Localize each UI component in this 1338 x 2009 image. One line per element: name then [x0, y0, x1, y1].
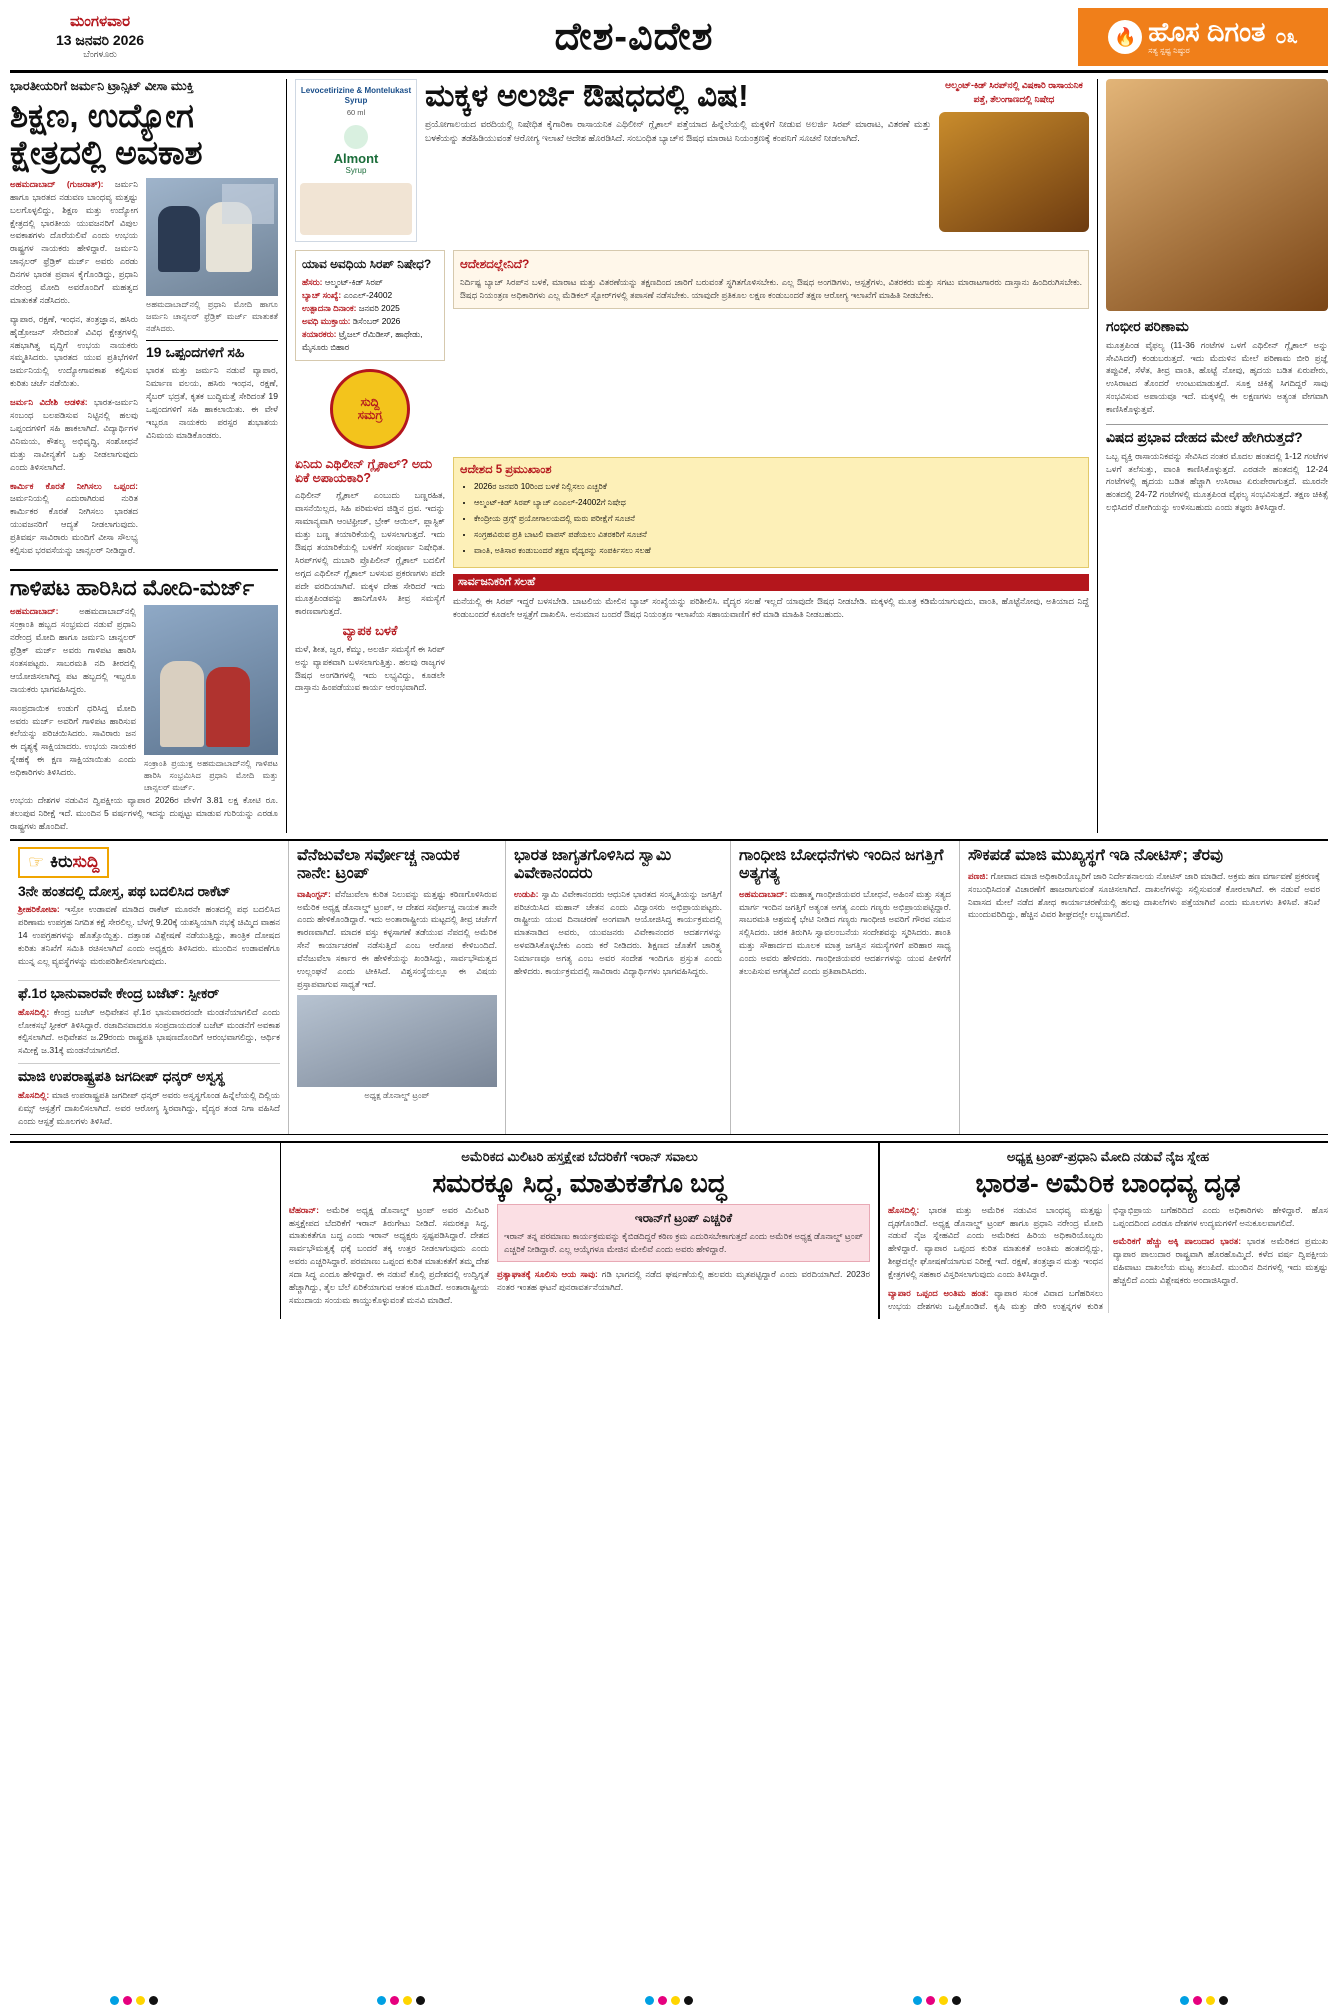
iran-box-text: ಇರಾನ್ ತನ್ನ ಪರಮಾಣು ಕಾರ್ಯಕ್ರಮವನ್ನು ಕೈಬಿಡದಿದ್ದರೆ ಕಠಿಣ ಕ್ರಮ ಎದುರಿಸಬೇಕಾಗುತ್ತದೆ ಎಂದು ಅಮೆರಿಕ ಅಧ್ಯಕ್ಷ ಡೊನಾಲ್ಡ್ ಟ್ರಂಪ್ ಎಚ್ಚರಿಕೆ ನೀಡಿದ್ದಾರೆ. ಎಲ್ಲ ಆಯ್ಕೆಗಳೂ ಮೇಜಿನ ಮೇಲಿವೆ ಎಂದು ಅವರು ಹೇಳಿದ್ದಾರೆ. [504, 1230, 863, 1254]
masthead [10, 8, 1328, 73]
row-label-exp: ಅವಧಿ ಮುಕ್ತಾಯ: [302, 316, 351, 327]
iran-warning-box [497, 1204, 870, 1263]
band-story-ed-notice [960, 841, 1328, 1134]
lead-story-column [10, 79, 287, 833]
medicine-feature [287, 79, 1097, 833]
iran-dateline: ಟೆಹರಾನ್: [289, 1204, 319, 1215]
medicine-intro: ಪ್ರಯೋಗಾಲಯದ ವರದಿಯಲ್ಲಿ ನಿಷೇಧಿತ ಕೈಗಾರಿಕಾ ರಾಸಾಯನಿಕ ಎಥಿಲೀನ್ ಗ್ಲೈಕಾಲ್ ಪತ್ತೆಯಾದ ಹಿನ್ನೆಲೆಯಲ್ಲಿ ಮಕ್ಕಳಿಗೆ ನೀಡುವ ಅಲರ್ಜಿ ಸಿರಪ್ ಮಾರಾಟ, ವಿತರಣೆ ಮತ್ತು ಬಳಕೆಯನ್ನು ತಡೆಹಿಡಿಯುವಂತೆ ಆರೋಗ್ಯ ಇಲಾಖೆ ಆದೇಶ ಹೊರಡಿಸಿದೆ. ಸಂಬಂಧಿತ ಬ್ಯಾಚ್‌ನ ಔಷಧ ಮಾರಾಟ ನಿಯಂತ್ರಣಕ್ಕೆ ಕಂಪನಿಗೆ ಸೂಚನೆ ನೀಡಲಾಗಿದೆ. [425, 119, 931, 143]
india-us-dateline: ಹೊಸದಿಲ್ಲಿ: [888, 1204, 920, 1215]
product-pack-image [295, 79, 417, 242]
india-us-sub2-head: ಅಮೆರಿಕಗೆ ಹೆಚ್ಚು ಅಕ್ಕಿ ಪಾಲುದಾರ ಭಾರತ: [1113, 1236, 1242, 1247]
modi-merz-photo-caption: ಸಂಕ್ರಾಂತಿ ಪ್ರಯುಕ್ತ ಅಹಮದಾಬಾದ್‌ನಲ್ಲಿ ಗಾಳಿಪಟ ಹಾರಿಸಿ ಸಂಭ್ರಮಿಸಿದ ಪ್ರಧಾನಿ ಮೋದಿ ಮತ್ತು ಚಾನ್ಸಲರ್ ಮರ್ಜ್. [144, 759, 278, 793]
kiru-item-head: 3ನೇ ಹಂತದಲ್ಲಿ ದೋಸ್ತ, ಪಥ ಬದಲಿಸಿದ ರಾಕೆಟ್ [18, 882, 231, 899]
kiru-badge-text: ಕಿರು [50, 852, 73, 872]
serious-effects-block [1106, 319, 1328, 416]
medicine-headline: ಮಕ್ಕಳ ಅಲರ್ಜಿ ಔಷಧದಲ್ಲಿ ವಿಷ! [425, 78, 749, 113]
five-point-item: • ಕೇಂದ್ರೀಯ ಡ್ರಗ್ಸ್ ಪ್ರಯೋಗಾಲಯದಲ್ಲಿ ಮರು ಪರೀಕ್ಷೆಗೆ ಸೂಚನೆ [474, 513, 1082, 525]
wide-use-head: ವ್ಯಾಪಕ ಬಳಕೆ [342, 623, 398, 639]
five-point-item: • ಸಂಗ್ರಹವಿರುವ ಪ್ರತಿ ಬಾಟಲಿ ವಾಪಸ್ ಪಡೆಯಲು ವಿತರಕರಿಗೆ ಸೂಚನೆ [474, 529, 1082, 541]
syrup-bottle-photo [939, 112, 1089, 232]
row-label-batch: ಬ್ಯಾಚ್ ಸಂಖ್ಯೆ: [302, 290, 342, 301]
eg-head: ಏನಿದು ಎಥಿಲೀನ್ ಗ್ಲೈಕಾಲ್? ಅದು ಏಕೆ ಅಪಾಯಕಾರಿ? [295, 457, 433, 486]
hand-pointer-icon: ☞ [28, 851, 45, 872]
baby-photo [300, 183, 412, 235]
band-head: ಸೌಕಪಡೆ ಮಾಜಿ ಮುಖ್ಯಸ್ಥಗೆ ಇಡಿ ನೋಟಿಸ್; ತೆರವು [968, 846, 1224, 864]
lead-sub1-head: ಜರ್ಮನಿ ವಿದೇಶಿ ಆಡಳಿತ: [10, 397, 88, 408]
lead-para-2: ವ್ಯಾಪಾರ, ರಕ್ಷಣೆ, ಇಂಧನ, ತಂತ್ರಜ್ಞಾನ, ಹಸಿರು ಹೈಡ್ರೋಜನ್ ಸೇರಿದಂತೆ ವಿವಿಧ ಕ್ಷೇತ್ರಗಳಲ್ಲಿ ಸಹಭಾಗಿತ್ವ ವೃದ್ಧಿಗೆ ಉಭಯ ನಾಯಕರು ಸಮ್ಮತಿಸಿದರು. ಭಾರತದ ಯುವ ಪ್ರತಿಭೆಗಳಿಗೆ ಜರ್ಮನಿಯಲ್ಲಿ ಉದ್ಯೋಗಾವಕಾಶ ಕಲ್ಪಿಸುವ ಕುರಿತು ಚರ್ಚೆ ನಡೆಯಿತು. [10, 313, 138, 389]
kiru-sudhi-badge [18, 847, 109, 878]
india-us-body: ಭಾರತ ಮತ್ತು ಅಮೆರಿಕ ನಡುವಿನ ಬಾಂಧವ್ಯ ಮತ್ತಷ್ಟು ದೃಢಗೊಂಡಿದೆ. ಅಧ್ಯಕ್ಷ ಡೊನಾಲ್ಡ್ ಟ್ರಂಪ್ ಹಾಗೂ ಪ್ರಧಾನಿ ನರೇಂದ್ರ ಮೋದಿ ನಡುವೆ ನೈಜ ಸ್ನೇಹವಿದೆ ಎಂದು ಅಮೆರಿಕದ ಹಿರಿಯ ಅಧಿಕಾರಿಯೊಬ್ಬರು ಹೇಳಿದ್ದಾರೆ. ವ್ಯಾಪಾರ ಒಪ್ಪಂದ ಕುರಿತ ಮಾತುಕತೆ ಅಂತಿಮ ಹಂತದಲ್ಲಿದ್ದು, ಶೀಘ್ರದಲ್ಲೇ ಘೋಷಣೆಯಾಗುವ ನಿರೀಕ್ಷೆ ಇದೆ. ರಕ್ಷಣೆ, ತಂತ್ರಜ್ಞಾನ ಮತ್ತು ಇಂಧನ ಕ್ಷೇತ್ರಗಳಲ್ಲಿ ಸಹಕಾರ ವಿಸ್ತರಿಸಲಾಗುವುದು ಎಂದು ತಿಳಿಸಿದ್ದಾರೆ. [888, 1204, 1103, 1280]
five-points-box [453, 457, 1089, 567]
kiru-item [18, 980, 280, 1057]
medicine-top-note: ಆಲ್ಮಂಟ್-ಕಿಡ್ ಸಿರಪ್‌ನಲ್ಲಿ ವಿಷಕಾರಿ ರಾಸಾಯನಿಕ ಪತ್ತೆ, ತೆಲಂಗಾಣದಲ್ಲಿ ನಿಷೇಧ [945, 80, 1083, 104]
masthead-date-block [10, 8, 190, 66]
five-point-item: • ವಾಂತಿ, ಅತಿಸಾರ ಕಂಡುಬಂದರೆ ತಕ್ಷಣ ವೈದ್ಯರನ್ನು ಸಂಪರ್ಕಿಸಲು ಸಲಹೆ [474, 545, 1082, 557]
five-point-item: • 2026ರ ಜನವರಿ 10ರಿಂದ ಬಳಕೆ ನಿಲ್ಲಿಸಲು ಎಚ್ಚರಿಕೆ [474, 481, 1082, 493]
row-label-name: ಹೆಸರು: [302, 277, 323, 288]
row-value-name: ಆಲ್ಮಂಟ್-ಕಿಡ್ ಸಿರಪ್ [324, 277, 383, 288]
kiru-dateline: ಹೊಸದಿಲ್ಲಿ: [18, 1006, 50, 1017]
india-us-sub2-text: ಭಾರತ ಅಮೆರಿಕದ ಪ್ರಮುಖ ವ್ಯಾಪಾರ ಪಾಲುದಾರ ರಾಷ್ಟ್ರವಾಗಿ ಹೊರಹೊಮ್ಮಿದೆ. ಕಳೆದ ವರ್ಷ ದ್ವಿಪಕ್ಷೀಯ ವಹಿವಾಟು ದಾಖಲೆಯ ಮಟ್ಟ ತಲುಪಿದೆ. ಮುಂದಿನ ದಿನಗಳಲ್ಲಿ ಇದು ಮತ್ತಷ್ಟು ಹೆಚ್ಚಲಿದೆ ಎಂದು ವಿಶ್ಲೇಷಕರು ಅಂದಾಜಿಸಿದ್ದಾರೆ. [1113, 1236, 1328, 1286]
order-text: ನಿರ್ದಿಷ್ಟ ಬ್ಯಾಚ್ ಸಿರಪ್‌ನ ಬಳಕೆ, ಮಾರಾಟ ಮತ್ತು ವಿತರಣೆಯನ್ನು ತಕ್ಷಣದಿಂದ ಜಾರಿಗೆ ಬರುವಂತೆ ಸ್ಥಗಿತಗೊಳಿಸಬೇಕು. ಎಲ್ಲ ಔಷಧ ಅಂಗಡಿಗಳು, ಆಸ್ಪತ್ರೆಗಳು, ವಿತರಕರು ಮತ್ತು ಸಗಟು ಮಾರಾಟಗಾರರು ದಾಸ್ತಾನು ಹಿಂದಿರುಗಿಸಬೇಕು. ಔಷಧ ನಿಯಂತ್ರಣ ಅಧಿಕಾರಿಗಳು ಎಲ್ಲ ಮೆಡಿಕಲ್ ಸ್ಟೋರ್‌ಗಳಲ್ಲಿ ತಪಾಸಣೆ ನಡೆಸಬೇಕು. ಯಾವುದೇ ಪ್ರತಿಕೂಲ ಲಕ್ಷಣ ಕಂಡುಬಂದರೆ ತಕ್ಷಣ ಆರೋಗ್ಯ ಇಲಾಖೆಗೆ ಮಾಹಿತಿ ನೀಡಬೇಕು. [460, 277, 1082, 301]
row-value-mfg: ಜನವರಿ 2025 [358, 303, 400, 314]
lead-kicker: ಭಾರತೀಯರಿಗೆ ಜರ್ಮನಿ ಟ್ರಾನ್ಸಿಟ್ ವೀಸಾ ಮುಕ್ತಿ [10, 79, 194, 93]
lead-para-1: ಜರ್ಮನಿ ಹಾಗೂ ಭಾರತದ ನಡುವಣ ಬಾಂಧವ್ಯ ಮತ್ತಷ್ಟು ಬಲಗೊಳ್ಳಲಿದ್ದು, ಶಿಕ್ಷಣ ಮತ್ತು ಉದ್ಯೋಗ ಕ್ಷೇತ್ರದಲ್ಲಿ ಭಾರತೀಯ ಯುವಜನರಿಗೆ ವಿಪುಲ ಅವಕಾಶಗಳು ದೊರೆಯಲಿವೆ ಎಂದು ಉಭಯ ರಾಷ್ಟ್ರಗಳ ನಾಯಕರು ಹೇಳಿದ್ದಾರೆ. ಜರ್ಮನಿ ಚಾನ್ಸಲರ್ ಫ್ರೆಡ್ರಿಕ್ ಮರ್ಜ್ ಅವರು ಎರಡು ದಿನಗಳ ಭಾರತ ಪ್ರವಾಸ ಕೈಗೊಂಡಿದ್ದು, ಪ್ರಧಾನಿ ನರೇಂದ್ರ ಮೋದಿ ಅವರೊಂದಿಗೆ ಮಹತ್ವದ ಮಾತುಕತೆ ನಡೆಸಿದರು. [10, 178, 138, 305]
band-dateline: ಪಣಜಿ: [968, 870, 989, 881]
masthead-brand-block [1078, 8, 1328, 66]
lead-box-head: 19 ಒಪ್ಪಂದಗಳಿಗೆ ಸಹಿ [146, 343, 245, 360]
modi-merz-para-1: ಅಹಮದಾಬಾದ್‌ನಲ್ಲಿ ಸಂಕ್ರಾಂತಿ ಹಬ್ಬದ ಸಂಭ್ರಮದ ನಡುವೆ ಪ್ರಧಾನಿ ನರೇಂದ್ರ ಮೋದಿ ಹಾಗೂ ಜರ್ಮನಿ ಚಾನ್ಸಲರ್ ಫ್ರೆಡ್ರಿಕ್ ಮರ್ಜ್ ಅವರು ಗಾಳಿಪಟ ಹಾರಿಸಿ ಸಂತಸಪಟ್ಟರು. ಸಾಬರಮತಿ ನದಿ ತೀರದಲ್ಲಿ ಆಯೋಜಿಸಲಾಗಿದ್ದ ಪಟ ಹಬ್ಬದಲ್ಲಿ ಇಬ್ಬರೂ ನಾಯಕರು ಭಾಗವಹಿಸಿದ್ದರು. [10, 606, 136, 694]
trump-photo [297, 995, 497, 1087]
news-stamp [330, 369, 410, 449]
band-text: ವೆನೆಜುವೆಲಾ ಕುರಿತ ನಿಲುವನ್ನು ಮತ್ತಷ್ಟು ಕಠಿಣಗೊಳಿಸಿರುವ ಅಮೆರಿಕ ಅಧ್ಯಕ್ಷ ಡೊನಾಲ್ಡ್ ಟ್ರಂಪ್, ಆ ದೇಶದ ಸರ್ವೋಚ್ಚ ನಾಯಕ ತಾನೇ ಎಂದು ಹೇಳಿಕೊಂಡಿದ್ದಾರೆ. ಇದು ಅಂತಾರಾಷ್ಟ್ರೀಯ ಮಟ್ಟದಲ್ಲಿ ತೀವ್ರ ಚರ್ಚೆಗೆ ಕಾರಣವಾಗಿದೆ. ಮಾದಕ ವಸ್ತು ಕಳ್ಳಸಾಗಣೆ ತಡೆಯುವ ನೆಪದಲ್ಲಿ ಅಮೆರಿಕ ಸೇನೆ ಕಾರ್ಯಾಚರಣೆ ನಡೆಸುತ್ತಿದೆ ಎಂಬ ಆರೋಪ ಕೇಳಿಬಂದಿದೆ. ವೆನೆಜುವೆಲಾ ಸರ್ಕಾರ ಈ ಹೇಳಿಕೆಯನ್ನು ಖಂಡಿಸಿದ್ದು, ಸಾರ್ವಭೌಮತ್ವದ ಉಲ್ಲಂಘನೆ ಎಂದು ಟೀಕಿಸಿದೆ. ವಿಶ್ವಸಂಸ್ಥೆಯಲ್ಲೂ ಈ ವಿಷಯ ಪ್ರಸ್ತಾಪವಾಗುವ ಸಾಧ್ಯತೆ ಇದೆ. [297, 888, 497, 989]
public-advice-head: ಸಾರ್ವಜನಿಕರಿಗೆ ಸಲಹೆ [453, 574, 1089, 591]
band-text: ಗೋವಾದ ಮಾಜಿ ಅಧಿಕಾರಿಯೊಬ್ಬರಿಗೆ ಜಾರಿ ನಿರ್ದೇಶನಾಲಯ ನೋಟಿಸ್ ಜಾರಿ ಮಾಡಿದೆ. ಅಕ್ರಮ ಹಣ ವರ್ಗಾವಣೆ ಪ್ರಕರಣಕ್ಕೆ ಸಂಬಂಧಿಸಿದಂತೆ ವಿಚಾರಣೆಗೆ ಹಾಜರಾಗುವಂತೆ ಸೂಚಿಸಲಾಗಿದೆ. ದಾಖಲೆಗಳನ್ನು ಸಲ್ಲಿಸುವಂತೆ ಕೋರಲಾಗಿದೆ. ಈ ನಡುವೆ ಅವರ ನಿವಾಸದ ಮೇಲೆ ನಡೆದ ಶೋಧ ಕಾರ್ಯಾಚರಣೆಯಲ್ಲಿ ಹಲವು ದಾಖಲೆಗಳು ಪತ್ತೆಯಾಗಿವೆ ಎಂದು ಮೂಲಗಳು ತಿಳಿಸಿವೆ. ತನಿಖೆ ಮುಂದುವರಿದಿದ್ದು, ಹೆಚ್ಚಿನ ವಿವರ ಶೀಘ್ರದಲ್ಲೇ ಲಭ್ಯವಾಗಲಿದೆ. [968, 870, 1320, 920]
band-dateline: ವಾಷಿಂಗ್ಟನ್: [297, 888, 331, 899]
row-label-mfg: ಉತ್ಪಾದನಾ ದಿನಾಂಕ: [302, 303, 357, 314]
registration-marks [0, 1996, 1338, 2005]
band-text: ಮಹಾತ್ಮ ಗಾಂಧೀಜಿಯವರ ಬೋಧನೆ, ಅಹಿಂಸೆ ಮತ್ತು ಸತ್ಯದ ಮಾರ್ಗ ಇಂದಿನ ಜಗತ್ತಿಗೆ ಅತ್ಯಂತ ಅಗತ್ಯ ಎಂದು ಗಣ್ಯರು ಅಭಿಪ್ರಾಯಪಟ್ಟಿದ್ದಾರೆ. ಸಾಬರಮತಿ ಆಶ್ರಮಕ್ಕೆ ಭೇಟಿ ನೀಡಿದ ಗಣ್ಯರು ಗಾಂಧೀಜಿ ಅವರಿಗೆ ಗೌರವ ನಮನ ಸಲ್ಲಿಸಿದರು. ಚರಕ ತಿರುಗಿಸಿ ಸ್ವಾವಲಂಬನೆಯ ಸಂದೇಶವನ್ನು ಸ್ಮರಿಸಿದರು. ಶಾಂತಿ ಮತ್ತು ಸೌಹಾರ್ದದ ಮೂಲಕ ಮಾತ್ರ ಜಗತ್ತಿನ ಸಮಸ್ಯೆಗಳಿಗೆ ಪರಿಹಾರ ಸಾಧ್ಯ ಎಂದು ಅವರು ಹೇಳಿದರು. ಗಾಂಧೀಜಿಯವರ ಆದರ್ಶಗಳನ್ನು ಯುವ ಪೀಳಿಗೆಗೆ ತಲುಪಿಸುವ ಅಗತ್ಯವಿದೆ ಎಂದು ಪ್ರತಿಪಾದಿಸಿದರು. [739, 888, 951, 976]
masthead-city: ಬೆಂಗಳೂರು [83, 48, 117, 59]
syrup-pour-photo [1106, 79, 1328, 311]
kiru-item [18, 884, 280, 974]
band-story-trump [289, 841, 506, 1134]
leaf-icon [344, 125, 368, 149]
impact-head: ವಿಷದ ಪ್ರಭಾವ ದೇಹದ ಮೇಲೆ ಹೇಗಿರುತ್ತದೆ? [1106, 429, 1303, 446]
serious-text: ಮೂತ್ರಪಿಂಡ ವೈಫಲ್ಯ (11-36 ಗಂಟೆಗಳ ಒಳಗೆ ಎಥಿಲೀನ್ ಗ್ಲೈಕಾಲ್ ಅನ್ನು ಸೇವಿಸಿದರೆ) ಕಂಡುಬರುತ್ತದೆ. ಇದು ಮೆದುಳಿನ ಮೇಲೆ ಪರಿಣಾಮ ಬೀರಿ ಪ್ರಜ್ಞೆ ತಪ್ಪುವಿಕೆ, ಸೆಳೆತ, ತೀವ್ರ ವಾಂತಿ, ಹೊಟ್ಟೆ ನೋವು, ಹೃದಯ ಬಡಿತ ಏರುಪೇರು, ಉಸಿರಾಟದ ತೊಂದರೆ ಉಂಟುಮಾಡುತ್ತದೆ. ಸೂಕ್ತ ಚಿಕಿತ್ಸೆ ಸಿಗದಿದ್ದರೆ ಸಾವು ಸಂಭವಿಸುವ ಅಪಾಯವೂ ಇದೆ. ಮಕ್ಕಳಲ್ಲಿ ಈ ಲಕ್ಷಣಗಳು ಅತ್ಯಂತ ವೇಗವಾಗಿ ಕಾಣಿಸಿಕೊಳ್ಳುತ್ತವೆ. [1106, 339, 1328, 415]
lead-sub2-text: ಜರ್ಮನಿಯಲ್ಲಿ ಎದುರಾಗಿರುವ ನುರಿತ ಕಾರ್ಮಿಕರ ಕೊರತೆ ನೀಗಿಸಲು ಭಾರತದ ಯುವಜನರಿಗೆ ಆದ್ಯತೆ ನೀಡಲಾಗುವುದು. ಪ್ರತಿವರ್ಷ ಸಾವಿರಾರು ಮಂದಿಗೆ ವೀಸಾ ಸೌಲಭ್ಯ ಕಲ್ಪಿಸುವ ಭರವಸೆಯನ್ನು ಚಾನ್ಸಲರ್ ನೀಡಿದ್ದಾರೆ. [10, 493, 138, 555]
kiru-dateline: ಶ್ರೀಹರಿಕೋಟಾ: [18, 904, 60, 915]
stamp-line-2: ಸಮಗ್ರ [357, 408, 383, 423]
modi-merz-story [10, 569, 278, 833]
kiru-item-head: ಫೆ.1ರ ಭಾನುವಾರವೇ ಕೇಂದ್ರ ಬಜೆಟ್: ಸ್ಪೀಕರ್ [18, 984, 220, 1001]
iran-foot-text: ಗಡಿ ಭಾಗದಲ್ಲಿ ನಡೆದ ಘರ್ಷಣೆಯಲ್ಲಿ ಹಲವರು ಮೃತಪಟ್ಟಿದ್ದಾರೆ ಎಂದು ವರದಿಯಾಗಿದೆ. 2023ರ ನಂತರ ಇಂತಹ ಘಟನೆ ಪುನರಾವರ್ತನೆಯಾಗಿದೆ. [497, 1269, 870, 1293]
india-us-story [880, 1143, 1328, 1319]
brand-tagline: ಸತ್ಯ ಸ್ಪಷ್ಟ ನಿಷ್ಠುರ [1148, 45, 1190, 55]
india-us-sub1-text: ವ್ಯಾಪಾರ ಸುಂಕ ವಿವಾದ ಬಗೆಹರಿಸಲು ಉಭಯ ದೇಶಗಳು ಒಪ್ಪಿಕೊಂಡಿವೆ. ಕೃಷಿ ಮತ್ತು ಡೇರಿ ಉತ್ಪನ್ನಗಳ ಕುರಿತ ಭಿನ್ನಾಭಿಪ್ರಾಯ ಬಗೆಹರಿದಿದೆ ಎಂದು ಅಧಿಕಾರಿಗಳು ಹೇಳಿದ್ದಾರೆ. ಹೊಸ ಒಪ್ಪಂದದಿಂದ ಎರಡೂ ದೇಶಗಳ ಉದ್ಯಮಗಳಿಗೆ ಅನುಕೂಲವಾಗಲಿದೆ. [888, 1204, 1328, 1311]
wide-use-text: ಮಳೆ, ಶೀತ, ಜ್ವರ, ಕೆಮ್ಮು, ಅಲರ್ಜಿ ಸಮಸ್ಯೆಗೆ ಈ ಸಿರಪ್ ಅನ್ನು ವ್ಯಾಪಕವಾಗಿ ಬಳಸಲಾಗುತ್ತಿತ್ತು. ಹಲವು ರಾಜ್ಯಗಳ ಔಷಧ ಅಂಗಡಿಗಳಲ್ಲಿ ಇದು ಲಭ್ಯವಿದ್ದು, ಕೂಡಲೇ ದಾಸ್ತಾನು ಹಿಂಪಡೆಯುವ ಕಾರ್ಯ ಆರಂಭವಾಗಿದೆ. [295, 643, 445, 693]
lead-photo [146, 178, 278, 296]
band-story-vivekananda [506, 841, 731, 1134]
section-title: ದೇಶ-ವಿದೇಶ [554, 15, 714, 58]
medicine-side-column [1097, 79, 1328, 833]
band-dateline: ಉಡುಪಿ: [514, 888, 539, 899]
band-head: ಭಾರತ ಜಾಗೃತಗೊಳಿಸಿದ ಸ್ವಾಮಿ ವಿವೇಕಾನಂದರು [514, 846, 672, 882]
kiru-badge-em: ಸುದ್ದಿ [72, 852, 100, 872]
iran-kicker: ಅಮೆರಿಕದ ಮಿಲಿಟರಿ ಹಸ್ತಕ್ಷೇಪ ಬೆದರಿಕೆಗೆ ಇರಾನ್ ಸವಾಲು [461, 1148, 698, 1164]
iran-story [281, 1143, 880, 1319]
iran-text: ಅಮೆರಿಕ ಅಧ್ಯಕ್ಷ ಡೊನಾಲ್ಡ್ ಟ್ರಂಪ್ ಅವರ ಮಿಲಿಟರಿ ಹಸ್ತಕ್ಷೇಪದ ಬೆದರಿಕೆಗೆ ಇರಾನ್ ತಿರುಗೇಟು ನೀಡಿದೆ. ಸಮರಕ್ಕೂ ಸಿದ್ಧ, ಮಾತುಕತೆಗೂ ಬದ್ಧ ಎಂದು ಇರಾನ್ ಅಧ್ಯಕ್ಷರು ಸ್ಪಷ್ಟಪಡಿಸಿದ್ದಾರೆ. ದೇಶದ ಸಾರ್ವಭೌಮತ್ವಕ್ಕೆ ಧಕ್ಕೆ ಬಂದರೆ ತಕ್ಕ ಉತ್ತರ ನೀಡಲಾಗುವುದು ಎಂದು ಅವರು ಎಚ್ಚರಿಸಿದ್ದಾರೆ. ಪರಮಾಣು ಒಪ್ಪಂದ ಕುರಿತ ಮಾತುಕತೆಗೆ ತಮ್ಮ ದೇಶ ಸದಾ ಸಿದ್ಧ ಎಂದೂ ಹೇಳಿದ್ದಾರೆ. ಈ ನಡುವೆ ಕೊಲ್ಲಿ ಪ್ರದೇಶದಲ್ಲಿ ಉದ್ವಿಗ್ನತೆ ಹೆಚ್ಚಾಗಿದ್ದು, ತೈಲ ಬೆಲೆ ಏರಿಕೆಯಾಗುವ ಆತಂಕ ಮೂಡಿದೆ. ಅಂತಾರಾಷ್ಟ್ರೀಯ ಸಮುದಾಯ ಸಂಯಮ ಕಾಯ್ದುಕೊಳ್ಳುವಂತೆ ಮನವಿ ಮಾಡಿದೆ. [289, 1204, 489, 1305]
row-value-mfr: ಟ್ರೈಜಲ್ ರೆಮಿಡೀಸ್, ಹಾಥೇಡು, ಮೈಸೂರು ಬಿಹಾರ [302, 329, 423, 353]
india-us-sub1-head: ವ್ಯಾಪಾರ ಒಪ್ಪಂದ ಅಂತಿಮ ಹಂತ: [888, 1287, 989, 1298]
product-brand: Almont [333, 151, 379, 167]
row-label-mfr: ತಯಾರಕರು: [302, 329, 337, 340]
which-batch-box [295, 250, 445, 361]
modi-merz-text [10, 605, 136, 794]
stamp-line-1: ಸುದ್ದಿ [360, 395, 380, 410]
product-brand-sub: Syrup [345, 166, 367, 176]
kiru-item [18, 1063, 280, 1127]
modi-merz-para-2: ಸಾಂಪ್ರದಾಯಿಕ ಉಡುಗೆ ಧರಿಸಿದ್ದ ಮೋದಿ ಅವರು ಮರ್ಜ್ ಅವರಿಗೆ ಗಾಳಿಪಟ ಹಾರಿಸುವ ಕಲೆಯನ್ನು ಪರಿಚಯಿಸಿದರು. ಸಾವಿರಾರು ಜನ ಈ ದೃಶ್ಯಕ್ಕೆ ಸಾಕ್ಷಿಯಾದರು. ಉಭಯ ನಾಯಕರ ಸ್ನೇಹಕ್ಕೆ ಈ ಕ್ಷಣ ಸಾಕ್ಷಿಯಾಯಿತು ಎಂದು ಅಧಿಕಾರಿಗಳು ತಿಳಿಸಿದರು. [10, 702, 136, 778]
which-batch-rows [302, 276, 438, 354]
lead-sub1-text: ಭಾರತ-ಜರ್ಮನಿ ಸಂಬಂಧ ಬಲಪಡಿಸುವ ನಿಟ್ಟಿನಲ್ಲಿ ಹಲವು ಒಪ್ಪಂದಗಳಿಗೆ ಸಹಿ ಹಾಕಲಾಗಿದೆ. ವಿದ್ಯಾರ್ಥಿಗಳ ವಿನಿಮಯ, ಕೌಶಲ್ಯ ಅಭಿವೃದ್ಧಿ, ಸಂಶೋಧನೆ ಮತ್ತು ನಾವೀನ್ಯತೆಗೆ ಒತ್ತು ನೀಡಲಾಗುವುದು ಎಂದು ತಿಳಿಸಲಾಗಿದೆ. [10, 397, 139, 472]
lead-sub2-head: ಕಾರ್ಮಿಕ ಕೊರತೆ ನೀಗಿಸಲು ಒಪ್ಪಂದ: [10, 480, 138, 491]
kiru-sudhi-column [10, 841, 289, 1134]
kiru-item-text: ಕೇಂದ್ರ ಬಜೆಟ್ ಅಧಿವೇಶನ ಫೆ.1ರ ಭಾನುವಾರದಂದೇ ಮಂಡನೆಯಾಗಲಿದೆ ಎಂದು ಲೋಕಸಭೆ ಸ್ಪೀಕರ್ ತಿಳಿಸಿದ್ದಾರೆ. ರಜಾದಿನವಾದರೂ ಸಂಪ್ರದಾಯದಂತೆ ಬಜೆಟ್ ಮಂಡನೆಗೆ ಅವಕಾಶ ಕಲ್ಪಿಸಲಾಗಿದೆ. ಅಧಿವೇಶನ ಜ.29ರಂದು ರಾಷ್ಟ್ರಪತಿ ಭಾಷಣದೊಂದಿಗೆ ಆರಂಭವಾಗಲಿದ್ದು, ಆರ್ಥಿಕ ಸಮೀಕ್ಷೆ ಜ.31ಕ್ಕೆ ಮಂಡನೆಯಾಗಲಿದೆ. [18, 1006, 280, 1056]
trump-photo-caption: ಅಧ್ಯಕ್ಷ ಡೊನಾಲ್ಡ್ ಟ್ರಂಪ್ [364, 1090, 430, 1100]
kiru-item-text: ಮಾಜಿ ಉಪರಾಷ್ಟ್ರಪತಿ ಜಗದೀಪ್ ಧನ್ಕರ್ ಅವರು ಅಸ್ವಸ್ಥಗೊಂಡ ಹಿನ್ನೆಲೆಯಲ್ಲಿ ದಿಲ್ಲಿಯ ಏಮ್ಸ್ ಆಸ್ಪತ್ರೆಗೆ ದಾಖಲಿಸಲಾಗಿದೆ. ಅವರ ಆರೋಗ್ಯ ಸ್ಥಿರವಾಗಿದ್ದು, ವೈದ್ಯರ ತಂಡ ನಿಗಾ ವಹಿಸಿದೆ ಎಂದು ಆಸ್ಪತ್ರೆ ಮೂಲಗಳು ತಿಳಿಸಿವೆ. [18, 1089, 281, 1126]
band-dateline: ಅಹಮದಾಬಾದ್: [739, 888, 788, 899]
modi-merz-para-3: ಉಭಯ ದೇಶಗಳ ನಡುವಿನ ದ್ವಿಪಕ್ಷೀಯ ವ್ಯಾಪಾರ 2026ರ ವೇಳೆಗೆ 3.81 ಲಕ್ಷ ಕೋಟಿ ರೂ. ತಲುಪುವ ನಿರೀಕ್ಷೆ ಇದೆ. ಮುಂದಿನ 5 ವರ್ಷಗಳಲ್ಲಿ ಇದನ್ನು ದುಪ್ಪಟ್ಟು ಮಾಡುವ ಗುರಿಯನ್ನು ಎರಡೂ ರಾಷ್ಟ್ರಗಳು ಹೊಂದಿವೆ. [10, 795, 278, 831]
which-batch-head: ಯಾವ ಅವಧಿಯ ಸಿರಪ್ ನಿಷೇಧ? [302, 257, 432, 272]
mid-band [10, 839, 1328, 1135]
page-number: ೦೩ [1275, 25, 1298, 48]
product-composition: Levocetirizine & Montelukast Syrup [300, 86, 412, 105]
modi-merz-headline: ಗಾಳಿಪಟ ಹಾರಿಸಿದ ಮೋದಿ-ಮರ್ಜ್ [10, 574, 255, 600]
top-section [10, 79, 1328, 833]
masthead-day: ಮಂಗಳವಾರ [69, 13, 131, 31]
india-us-kicker: ಅಧ್ಯಕ್ಷ ಟ್ರಂಪ್-ಪ್ರಧಾನಿ ಮೋದಿ ನಡುವೆ ನೈಜ ಸ್ನೇಹ [1006, 1148, 1210, 1164]
row-value-batch: ಎಂಎಲ್-24002 [343, 290, 393, 301]
lead-dateline: ಅಹಮದಾಬಾದ್ (ಗುಜರಾತ್): [10, 178, 104, 189]
public-advice-text: ಮನೆಯಲ್ಲಿ ಈ ಸಿರಪ್ ಇದ್ದರೆ ಬಳಸಬೇಡಿ. ಬಾಟಲಿಯ ಮೇಲಿನ ಬ್ಯಾಚ್ ಸಂಖ್ಯೆಯನ್ನು ಪರಿಶೀಲಿಸಿ. ವೈದ್ಯರ ಸಲಹೆ ಇಲ್ಲದೆ ಯಾವುದೇ ಔಷಧ ನೀಡಬೇಡಿ. ಮಕ್ಕಳಲ್ಲಿ ಮೂತ್ರ ಕಡಿಮೆಯಾಗುವುದು, ವಾಂತಿ, ಹೊಟ್ಟೆನೋವು, ಅತಿಯಾದ ನಿದ್ದೆ ಕಂಡುಬಂದರೆ ಕೂಡಲೇ ಆಸ್ಪತ್ರೆಗೆ ದಾಖಲಿಸಿ. ಅನುಮಾನ ಬಂದರೆ ಔಷಧ ನಿಯಂತ್ರಣ ಇಲಾಖೆಯ ಸಹಾಯವಾಣಿಗೆ ಕರೆ ಮಾಡಿ ಮಾಹಿತಿ ನೀಡಬಹುದು. [453, 595, 1089, 619]
modi-merz-photo [144, 605, 278, 755]
lead-text-left [10, 178, 138, 563]
band-text: ಸ್ವಾಮಿ ವಿವೇಕಾನಂದರು ಆಧುನಿಕ ಭಾರತದ ಸಂಸ್ಕೃತಿಯನ್ನು ಜಗತ್ತಿಗೆ ಪರಿಚಯಿಸಿದ ಮಹಾನ್ ಚೇತನ ಎಂದು ವಿದ್ವಾಂಸರು ಅಭಿಪ್ರಾಯಪಟ್ಟರು. ರಾಷ್ಟ್ರೀಯ ಯುವ ದಿನಾಚರಣೆ ಅಂಗವಾಗಿ ಆಯೋಜಿಸಿದ್ದ ಕಾರ್ಯಕ್ರಮದಲ್ಲಿ ಮಾತನಾಡಿದ ಅವರು, ಯುವಜನರು ವಿವೇಕಾನಂದರ ಆದರ್ಶಗಳನ್ನು ಅಳವಡಿಸಿಕೊಳ್ಳಬೇಕು ಎಂದು ಕರೆ ನೀಡಿದರು. ಶಿಕ್ಷಣದ ಜೊತೆಗೆ ಚಾರಿತ್ರ್ಯ ನಿರ್ಮಾಣವೂ ಅಗತ್ಯ ಎಂಬ ಅವರ ಸಂದೇಶ ಇಂದಿಗೂ ಪ್ರಸ್ತುತ ಎಂದು ಹೇಳಿದರು. ಕಾರ್ಯಕ್ರಮದಲ್ಲಿ ಸಾವಿರಾರು ವಿದ್ಯಾರ್ಥಿಗಳು ಭಾಗವಹಿಸಿದ್ದರು. [514, 888, 722, 976]
kiru-item-head: ಮಾಜಿ ಉಪರಾಷ್ಟ್ರಪತಿ ಜಗದೀಪ್ ಧನ್ಕರ್ ಅಸ್ವಸ್ಥ [18, 1068, 225, 1085]
band-head: ವೆನೆಜುವೆಲಾ ಸರ್ವೋಚ್ಚ ನಾಯಕ ನಾನೇ: ಟ್ರಂಪ್ [297, 846, 460, 882]
bottom-spacer-column [10, 1143, 281, 1319]
kiru-item-text: ಇಸ್ರೋ ಉಡಾವಣೆ ಮಾಡಿದ ರಾಕೆಟ್ ಮೂರನೇ ಹಂತದಲ್ಲಿ ಪಥ ಬದಲಿಸಿದ ಪರಿಣಾಮ ಉಪಗ್ರಹ ನಿಗದಿತ ಕಕ್ಷೆ ಸೇರಲಿಲ್ಲ. ಬೆಳಗ್ಗೆ 9.20ಕ್ಕೆ ಯಶಸ್ವಿಯಾಗಿ ನಭಕ್ಕೆ ಚಿಮ್ಮಿದ ವಾಹನ 14 ಉಪಗ್ರಹಗಳನ್ನು ಹೊತ್ತೊಯ್ದಿತ್ತು. ದತ್ತಾಂಶ ವಿಶ್ಲೇಷಣೆ ನಡೆಯುತ್ತಿದ್ದು, ತಾಂತ್ರಿಕ ದೋಷದ ಕುರಿತು ತನಿಖೆಗೆ ಸಮಿತಿ ರಚಿಸಲಾಗಿದೆ ಎಂದು ಅಧ್ಯಕ್ಷರು ತಿಳಿಸಿದರು. ಮುಂದಿನ ಉಡಾವಣೆಗೂ ಮುನ್ನ ಎಲ್ಲ ವ್ಯವಸ್ಥೆಗಳನ್ನು ಮರುಪರಿಶೀಲಿಸಲಾಗುವುದು. [18, 904, 280, 967]
row-value-exp: ಡಿಸೆಂಬರ್ 2026 [352, 316, 401, 327]
eg-text: ಎಥಿಲೀನ್ ಗ್ಲೈಕಾಲ್ ಎಂಬುದು ಬಣ್ಣರಹಿತ, ವಾಸನೆಯಿಲ್ಲದ, ಸಿಹಿ ಪರಿಮಳದ ಜಿಡ್ಡಿನ ದ್ರವ. ಇದನ್ನು ಸಾಮಾನ್ಯವಾಗಿ ಆಂಟಿಫ್ರೀಜ್, ಬ್ರೇಕ್ ಆಯಿಲ್, ಪ್ಲಾಸ್ಟಿಕ್ ಮತ್ತು ಬಣ್ಣ ತಯಾರಿಕೆಯಲ್ಲಿ ಬಳಸಲಾಗುತ್ತದೆ. ಇದು ಔಷಧ ತಯಾರಿಕೆಯಲ್ಲಿ ಬಳಕೆಗೆ ಸಂಪೂರ್ಣ ನಿಷೇಧಿತ. ಸಿರಪ್‌ಗಳಲ್ಲಿ ದುಬಾರಿ ಪ್ರೊಪಿಲೀನ್ ಗ್ಲೈಕಾಲ್ ಬದಲಿಗೆ ಅಗ್ಗದ ಎಥಿಲೀನ್ ಗ್ಲೈಕಾಲ್ ಬಳಸುವ ಪ್ರಕರಣಗಳು ಪದೇ ಪದೇ ವರದಿಯಾಗಿವೆ. ಮಕ್ಕಳ ದೇಹ ಸೇರಿದರೆ ಇದು ಮೂತ್ರಪಿಂಡವನ್ನು ಹಾನಿಗೊಳಿಸಿ ತೀವ್ರ ಸಮಸ್ಯೆಗೆ ಕಾರಣವಾಗುತ್ತದೆ. [295, 490, 445, 617]
lead-box-text: ಭಾರತ ಮತ್ತು ಜರ್ಮನಿ ನಡುವೆ ವ್ಯಾಪಾರ, ನಿರ್ಮಾಣ ವಲಯ, ಹಸಿರು ಇಂಧನ, ರಕ್ಷಣೆ, ಸೈಬರ್ ಭದ್ರತೆ, ಕೃತಕ ಬುದ್ಧಿಮತ್ತೆ ಸೇರಿದಂತೆ 19 ಒಪ್ಪಂದಗಳಿಗೆ ಸಹಿ ಹಾಕಲಾಯಿತು. ಈ ವೇಳೆ ಇಬ್ಬರೂ ನಾಯಕರು ಪರಸ್ಪರ ಶುಭಾಶಯ ವಿನಿಮಯ ಮಾಡಿಕೊಂಡರು. [146, 365, 278, 440]
order-details-box [453, 250, 1089, 309]
band-story-gandhi [731, 841, 960, 1134]
india-us-headline: ಭಾರತ- ಅಮೆರಿಕ ಬಾಂಧವ್ಯ ದೃಢ [975, 1167, 1241, 1198]
lead-headline: ಶಿಕ್ಷಣ, ಉದ್ಯೋಗ ಕ್ಷೇತ್ರದಲ್ಲಿ ಅವಕಾಶ [10, 97, 203, 171]
section-title-wrap [190, 8, 1078, 66]
iran-foot-head: ಪ್ರತ್ಯಾಘಾತಕ್ಕೆ ಸೂಲಿಸು ಆಯ ಸಾವು: [497, 1269, 598, 1280]
bottom-section [10, 1141, 1328, 1319]
india-us-text [888, 1204, 1328, 1313]
modi-merz-dateline: ಅಹಮದಾಬಾದ್: [10, 606, 59, 617]
five-points-head: ಆದೇಶದ 5 ಪ್ರಮುಖಾಂಶ [460, 464, 552, 477]
five-point-item: • ಆಲ್ಮಂಟ್-ಕಿಡ್ ಸಿರಪ್ ಬ್ಯಾಚ್ ಎಂಎಲ್-24002ಗೆ ನಿಷೇಧ [474, 497, 1082, 509]
masthead-date: 13 ಜನವರಿ 2026 [55, 31, 145, 48]
impact-text: ಒಬ್ಬ ವ್ಯಕ್ತಿ ರಾಸಾಯನಿಕವನ್ನು ಸೇವಿಸಿದ ನಂತರ ಮೊದಲ ಹಂತದಲ್ಲಿ 1-12 ಗಂಟೆಗಳ ಒಳಗೆ ತಲೆಸುತ್ತು, ವಾಂತಿ ಕಾಣಿಸಿಕೊಳ್ಳುತ್ತದೆ. ಎರಡನೇ ಹಂತದಲ್ಲಿ 12-24 ಗಂಟೆಗಳಲ್ಲಿ ಹೃದಯ ಬಡಿತ ಹೆಚ್ಚಾಗಿ ಉಸಿರಾಟ ಏರುಪೇರಾಗುತ್ತದೆ. ಮೂರನೇ ಹಂತದಲ್ಲಿ 24-72 ಗಂಟೆಗಳಲ್ಲಿ ಮೂತ್ರಪಿಂಡ ವೈಫಲ್ಯ ಸಂಭವಿಸುತ್ತದೆ. ತಕ್ಷಣ ಚಿಕಿತ್ಸೆ ಲಭಿಸಿದರೆ ರೋಗಿಯನ್ನು ಉಳಿಸಬಹುದು ಎಂದು ತಜ್ಞರು ತಿಳಿಸಿದ್ದಾರೆ. [1106, 450, 1328, 513]
serious-head: ಗಂಭೀರ ಪರಿಣಾಮ [1106, 318, 1189, 334]
impact-block [1106, 424, 1328, 514]
product-volume: 60 ml [346, 108, 366, 118]
lead-photo-caption: ಅಹಮದಾಬಾದ್‌ನಲ್ಲಿ ಪ್ರಧಾನಿ ಮೋದಿ ಹಾಗೂ ಜರ್ಮನಿ ಚಾನ್ಸಲರ್ ಫ್ರೆಡ್ರಿಕ್ ಮರ್ಜ್ ಮಾತುಕತೆ ನಡೆಸಿದರು. [146, 299, 278, 333]
order-head: ಆದೇಶದಲ್ಲೇನಿದೆ? [460, 257, 530, 272]
five-points-list [460, 481, 1082, 556]
iran-headline: ಸಮರಕ್ಕೂ ಸಿದ್ಧ, ಮಾತುಕತೆಗೂ ಬದ್ಧ [432, 1167, 727, 1198]
iran-box-head: ಇರಾನ್‌ಗೆ ಟ್ರಂಪ್ ಎಚ್ಚರಿಕೆ [634, 1210, 733, 1225]
flame-icon: 🔥 [1108, 20, 1142, 54]
brand-name: ಹೊಸ ದಿಗಂತ [1148, 16, 1266, 47]
kiru-dateline: ಹೊಸದಿಲ್ಲಿ: [18, 1089, 50, 1100]
band-head: ಗಾಂಧೀಜಿ ಬೋಧನೆಗಳು ಇಂದಿನ ಜಗತ್ತಿಗೆ ಅತ್ಯಗತ್ಯ [739, 846, 944, 882]
